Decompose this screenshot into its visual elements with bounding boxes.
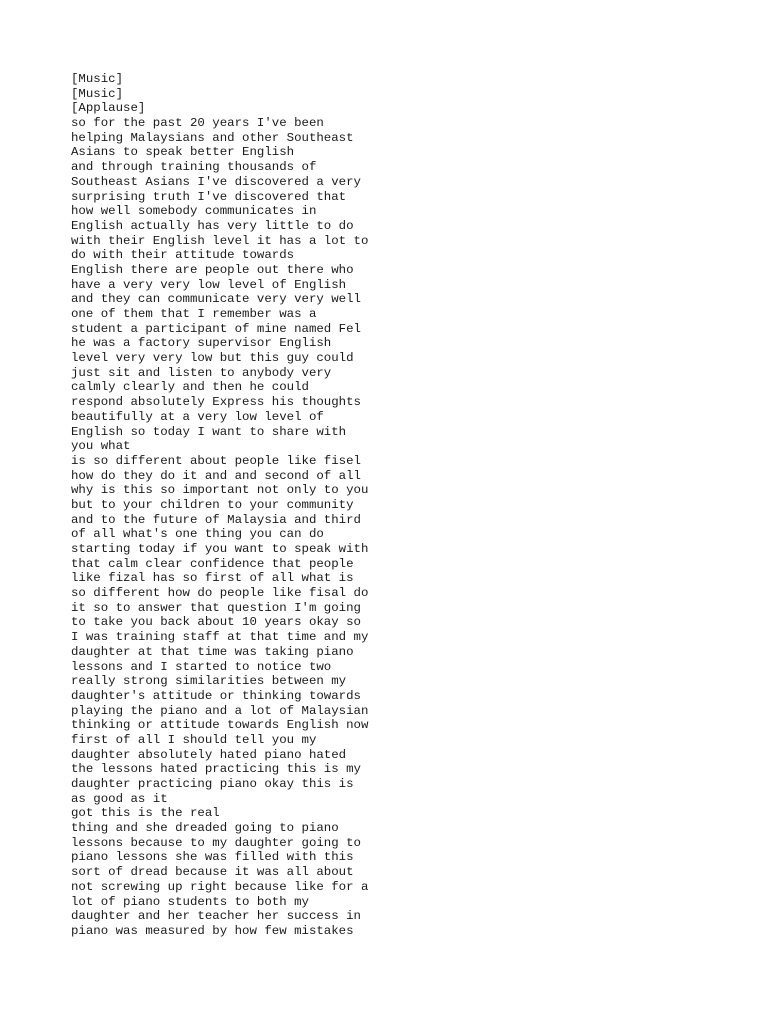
transcript-line: English so today I want to share with <box>71 424 347 439</box>
transcript-line: why is this so important not only to you <box>71 483 369 498</box>
transcript-line: [Music] <box>71 86 124 101</box>
transcript-line: student a participant of mine named Fel <box>71 321 361 336</box>
transcript-line: that calm clear confidence that people <box>71 556 354 571</box>
transcript-line: one of them that I remember was a <box>71 307 317 321</box>
transcript-line: got this is the real <box>71 806 220 821</box>
transcript-line: do with their attitude towards <box>71 248 295 263</box>
transcript-line: Asians to speak better English <box>71 145 295 160</box>
transcript-line: like fizal has so first of all what is <box>71 571 354 586</box>
transcript-line: [Music] <box>71 72 124 86</box>
transcript-line: but to your children to your community <box>71 497 354 512</box>
transcript-line: lessons and I started to notice two <box>71 659 332 674</box>
transcript-line: playing the piano and a lot of Malaysian <box>71 703 369 718</box>
transcript-text <box>71 72 711 939</box>
transcript-line: how well somebody communicates in <box>71 204 317 219</box>
transcript-line: the lessons hated practicing this is my <box>71 762 361 777</box>
transcript-line: and through training thousands of <box>71 160 317 175</box>
transcript-line: with their English level it has a lot to <box>71 233 369 248</box>
transcript-line: is so different about people like fisel <box>71 453 361 468</box>
transcript-line: daughter at that time was taking piano <box>71 644 354 659</box>
transcript-line: so for the past 20 years I've been <box>71 116 324 131</box>
transcript-line: thing and she dreaded going to piano <box>71 821 339 836</box>
transcript-line: [Applause] <box>71 101 146 116</box>
transcript-line: it so to answer that question I'm going <box>71 600 361 615</box>
transcript-line: lessons because to my daughter going to <box>71 835 361 850</box>
transcript-line: English there are people out there who <box>71 262 354 277</box>
transcript-line: just sit and listen to anybody very <box>71 365 332 380</box>
transcript-line: piano lessons she was filled with this <box>71 850 354 865</box>
transcript-line: English actually has very little to do <box>71 218 354 233</box>
transcript-line: how do they do it and and second of all <box>71 468 361 483</box>
transcript-line: daughter practicing piano okay this is <box>71 777 354 791</box>
transcript-line: have a very very low level of English <box>71 277 347 292</box>
transcript-line: first of all I should tell you my <box>71 732 317 747</box>
transcript-line: and they can communicate very very well <box>71 292 361 307</box>
transcript-line: Southeast Asians I've discovered a very <box>71 174 361 189</box>
transcript-line: he was a factory supervisor English <box>71 336 332 351</box>
transcript-line: sort of dread because it was all about <box>71 865 354 880</box>
transcript-line: I was training staff at that time and my <box>71 630 369 645</box>
transcript-line: really strong similarities between my <box>71 674 347 689</box>
transcript-line: thinking or attitude towards English now <box>71 718 369 733</box>
transcript-line: of all what's one thing you can do <box>71 527 324 542</box>
transcript-line: level very very low but this guy could <box>71 351 354 366</box>
transcript-line: daughter and her teacher her success in <box>71 909 361 924</box>
transcript-line: as good as it <box>71 791 168 806</box>
transcript-line: beautifully at a very low level of <box>71 409 324 424</box>
transcript-line: surprising truth I've discovered that <box>71 189 347 204</box>
transcript-line: respond absolutely Express his thoughts <box>71 395 361 410</box>
transcript-line: daughter's attitude or thinking towards <box>71 688 361 703</box>
transcript-line: helping Malaysians and other Southeast <box>71 130 354 145</box>
transcript-line: piano was measured by how few mistakes <box>71 923 354 938</box>
transcript-line: so different how do people like fisal do <box>71 586 369 601</box>
transcript-line: not screwing up right because like for a <box>71 879 369 894</box>
transcript-line: and to the future of Malaysia and third <box>71 512 361 527</box>
transcript-line: calmly clearly and then he could <box>71 380 309 395</box>
transcript-line: to take you back about 10 years okay so <box>71 615 361 630</box>
transcript-line: you what <box>71 439 131 454</box>
transcript-line: daughter absolutely hated piano hated <box>71 747 347 762</box>
transcript-line: starting today if you want to speak with <box>71 542 369 556</box>
transcript-line: lot of piano students to both my <box>71 894 309 909</box>
